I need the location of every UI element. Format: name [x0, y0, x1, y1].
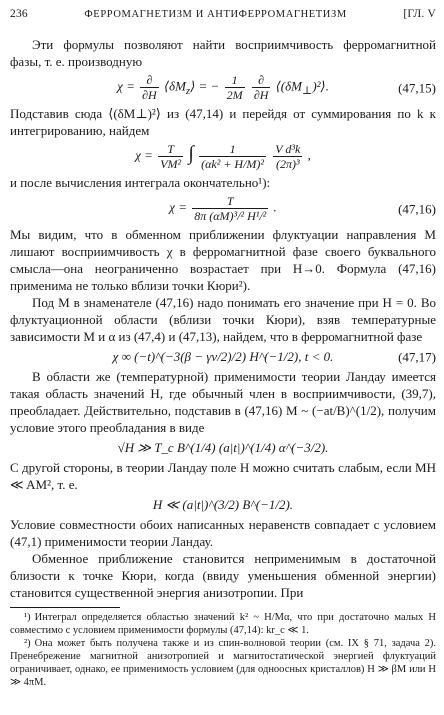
paragraph-7: С другой стороны, в теории Ландау поле H можно считать слабым, если MH ≪ AM², т. е.: [10, 460, 436, 492]
paragraph-4: Мы видим, что в обменном приближении флуктуации направления M лишают восприимчивость χ в ферромагнитной фазе своего буквального смысла—она неограниченно возрастает при H→0. Формула (47,16) применима не только вблизи точки Кюри²).: [10, 227, 436, 293]
paragraph-1: Эти формулы позволяют найти восприимчивость ферромагнитной фазы, т. е. производную: [10, 37, 436, 69]
equation-condition-2: H ≪ (a|t|)^(3/2) B^(−1/2).: [152, 497, 294, 512]
footnote-divider: [10, 607, 120, 608]
equation-integral: χ = $\frac{T}{\text{VM²}}$ ∫ $\frac{1}{\text{(αk² + H/M)²}}$ $\frac{\text{V d³k}}{\text{(2π)³}}$ ,: [135, 142, 311, 171]
paragraph-5: Под M в знаменателе (47,16) надо понимать его значение при H = 0. Во флуктуационной области (вблизи точки Кюри), взяв температурные зависимости M и α из (47,4) и (47,13), найдем, что в ферромагнитной фазе: [10, 295, 436, 344]
equation-47-15: [10, 73, 436, 102]
paragraph-3: и после вычисления интеграла окончательно¹):: [10, 175, 271, 190]
equation-number: (47,17): [398, 349, 436, 364]
equation-47-17: χ ∞ (−t)^(−3(β − γν/2)/2) H^(−1/2), t < 0. (47,17): [112, 349, 436, 364]
equation-number: (47,15): [398, 80, 436, 95]
equation-47-16: χ = $\frac{T}{\text{8π (αM)³/² H¹/²}}$ . (47,16): [169, 194, 436, 223]
footnote-2: ²) Она может быть получена также и из спин-волновой теории (см. IX § 71, задача 2). Пренебрежение магнитной анизотропией и магнитостатической энергией флуктуаций ограничивает, однако, ее применимость условием (для одноосных кристаллов) H ≫ βM или H ≫ 4πM.: [10, 638, 436, 688]
paragraph-6: В области же (температурной) применимости теории Ландау имеется такая область значений H, где обычный член в восприимчивости, (39,7), преобладает. Действительно, подставив в (47,16) M ~ (−at/B)^(1/2), получим условие этого преобладания в виде: [10, 369, 436, 435]
equation-condition-1: √H ≫ T_c B^(1/4) (a|t|)^(1/4) α^(−3/2).: [117, 440, 329, 455]
running-title: ФЕРРОМАГНЕТИЗМ И АНТИФЕРРОМАГНЕТИЗМ: [84, 9, 347, 20]
equation-number: (47,16): [398, 201, 436, 216]
paragraph-9: Обменное приближение становится неприменимым в достаточной близости к точке Кюри, когда (ввиду уменьшения обменной энергии) становится существенной энергия анизотропии. При: [10, 551, 436, 600]
paragraph-2: Подставив сюда ⟨(δM⊥)²⟩ из (47,14) и перейдя от суммирования по k к интегрированию, найдем: [10, 106, 436, 138]
paragraph-8: Условие совместности обоих написанных неравенств совпадает с условием (47,1) применимости теории Ландау.: [10, 517, 436, 549]
page-header: [10, 6, 436, 22]
chapter-label: [ГЛ. V: [403, 8, 436, 20]
page-number: 236: [10, 8, 28, 20]
equation-47-15-formula: χ = $\frac{\partial}{\partial H}$ $⟨\delta M_z⟩$ = − $\frac{1}{2M}$ $\frac{\partial}{\partial H}$ $⟨(\delta M_\perp)^2⟩$.: [117, 73, 329, 102]
footnote-1: ¹) Интеграл определяется областью значений k² ~ H/Mα, что при достаточно малых H совместимо с условием применимости формулы (47,14): kr_c ≪ 1.: [10, 612, 436, 636]
